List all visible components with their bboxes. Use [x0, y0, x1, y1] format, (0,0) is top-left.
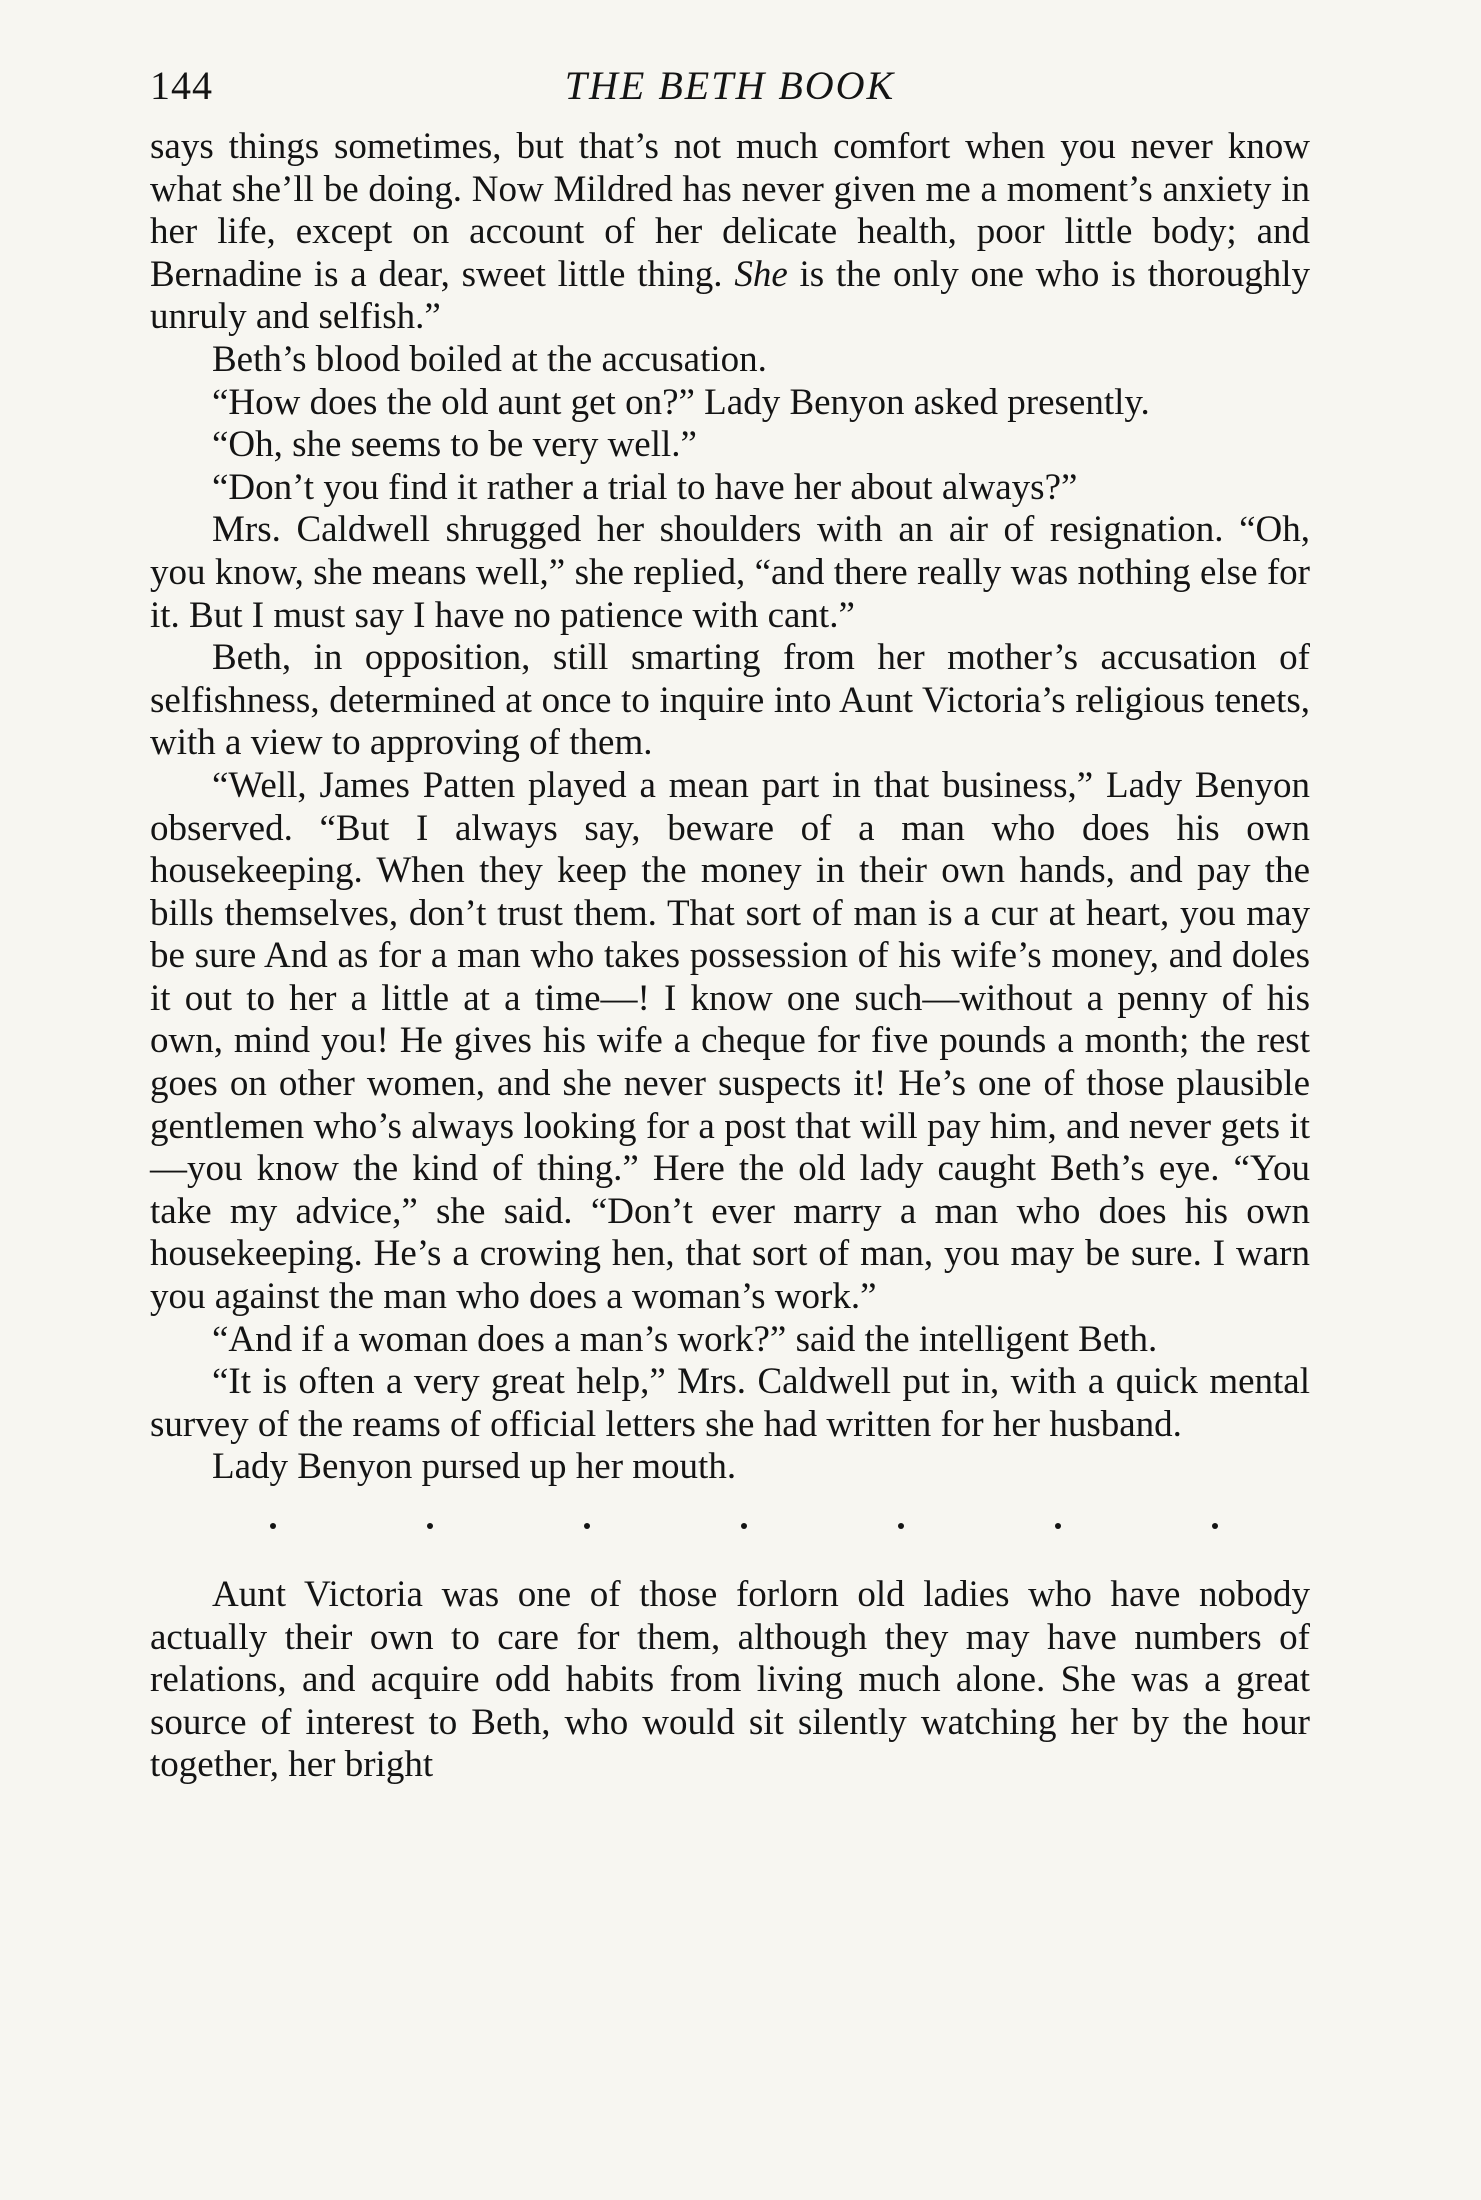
paragraph-text: is the only one who is thoroughly unruly and selfish.” — [150, 253, 1310, 338]
section-break-dot — [427, 1523, 433, 1529]
section-break-dot — [741, 1523, 747, 1529]
paragraph: Aunt Victoria was one of those forlorn old ladies who have nobody actually their own to care for them, although they may have numbers of relations, and acquire odd habits from living much alone. She was a great source of interest to Beth, who would sit silently watching her by the hour together, her bright — [150, 1574, 1310, 1786]
section-break-dot — [898, 1523, 904, 1529]
paragraph: Beth, in opposition, still smarting from her mother’s accusation of selfishness, determined at once to inquire into Aunt Victoria’s religious tenets, with a view to approving of them. — [150, 637, 1310, 764]
section-break-dot — [1212, 1523, 1218, 1529]
paragraph: “It is often a very great help,” Mrs. Caldwell put in, with a quick mental survey of the reams of official letters she had written for her husband. — [150, 1361, 1310, 1445]
paragraph: Mrs. Caldwell shrugged her shoulders with an air of resignation. “Oh, you know, she means well,” she replied, “and there really was nothing else for it. But I must say I have no patience with cant.” — [150, 509, 1310, 636]
paragraph: Beth’s blood boiled at the accusation. — [212, 338, 767, 380]
emphasized-word: She — [734, 253, 788, 295]
page-number: 144 — [150, 63, 213, 108]
section-break-dot — [1055, 1523, 1061, 1529]
section-break — [150, 1489, 1310, 1574]
section-break-dot — [270, 1523, 276, 1529]
paragraph-text: says things sometimes, but that’s not much comfort when you never know what she’ll be doing. Now Mildred has never given me a moment’s anxiety in her life, except on account of her delicate health, poor little body; and Bernadine is a dear, sweet little thing. — [150, 126, 1310, 295]
section-break-dot — [584, 1523, 590, 1529]
paragraph-continued — [150, 126, 1310, 339]
book-title: THE BETH BOOK — [564, 63, 896, 108]
paragraph: Lady Benyon pursed up her mouth. — [212, 1446, 737, 1488]
body-text — [150, 126, 1310, 1787]
paragraph: “Well, James Patten played a mean part in that business,” Lady Benyon observed. “But I always say, beware of a man who does his own housekeeping. When they keep the money in their own hands, and pay the bills themselves, don’t trust them. That sort of man is a cur at heart, you may be sure And as for a man who takes possession of his wife’s money, and doles it out to her a little at a time—! I know one such—without a penny of his own, mind you! He gives his wife a cheque for five pounds a month; the rest goes on other women, and she never suspects it! He’s one of those plausible gentlemen who’s always looking for a post that will pay him, and never gets it—you know the kind of thing.” Here the old lady caught Beth’s eye. “You take my advice,” she said. “Don’t ever marry a man who does his own housekeeping. He’s a crowing hen, that sort of man, you may be sure. I warn you against the man who does a woman’s work.” — [150, 764, 1310, 1318]
paragraph: “And if a woman does a man’s work?” said the intelligent Beth. — [212, 1318, 1158, 1360]
paragraph: “How does the old aunt get on?” Lady Benyon asked presently. — [212, 381, 1150, 423]
paragraph: “Oh, she seems to be very well.” — [212, 424, 697, 466]
paragraph: “Don’t you find it rather a trial to have her about always?” — [212, 466, 1078, 508]
running-header — [150, 56, 1310, 116]
